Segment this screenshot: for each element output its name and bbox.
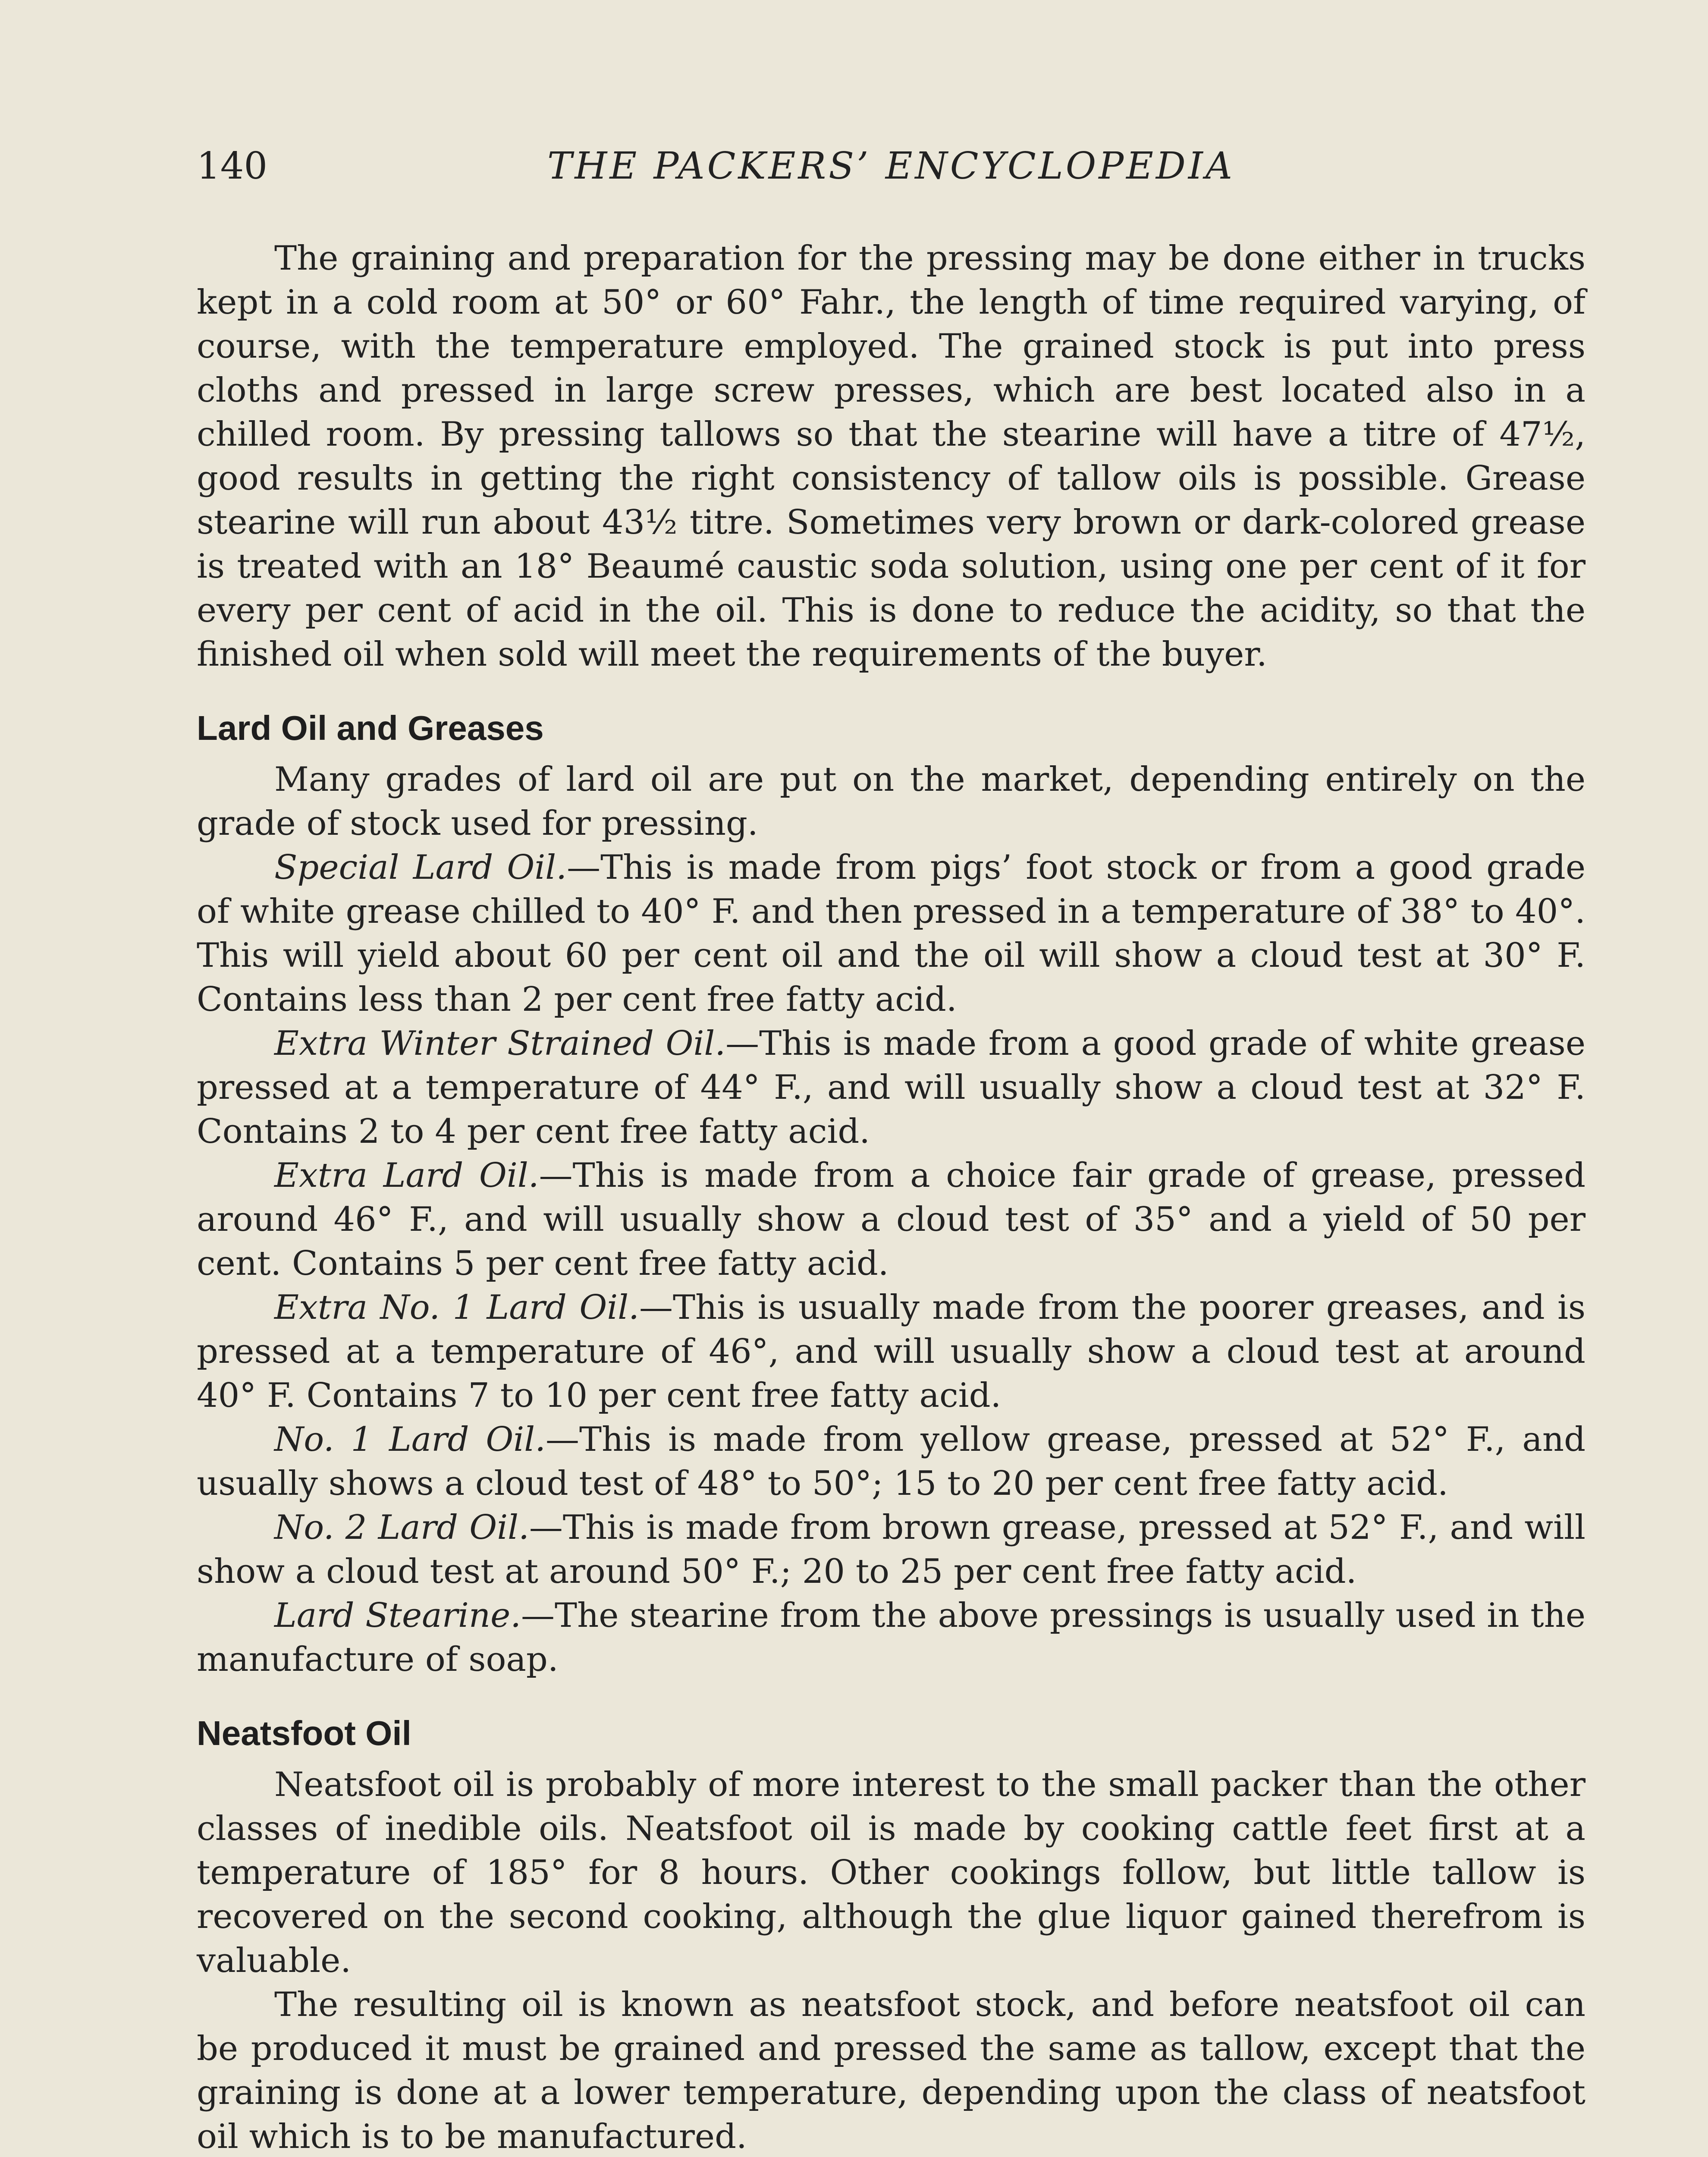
- section-heading-lard-oil: Lard Oil and Greases: [197, 709, 544, 747]
- grade-name: Extra Winter Strained Oil.: [274, 1024, 726, 1063]
- grade-paragraph-no2-lard-oil: [197, 1506, 1586, 1594]
- grade-description: —This is made from a good grade of white grease pressed at a temperature of 44° F., and will usually show a cloud test at 32° F. Contains 2 to 4 per cent free fatty acid.: [197, 1024, 1586, 1151]
- grade-description: —The stearine from the above pressings is usually used in the manufacture of soap.: [197, 1596, 1586, 1679]
- neatsfoot-paragraph: Neatsfoot oil is probably of more interest to the small packer than the other classes of inedible oils. Neatsfoot oil is made by cooking cattle feet first at a temperature of 185° for 8 hours. Other cookings follow, but little tallow is recovered on the second cooking, although the glue liquor gained therefrom is valuable.: [197, 1765, 1586, 1980]
- grade-paragraph-extra-winter-strained-oil: [197, 1022, 1586, 1154]
- grade-paragraph-extra-no1-lard-oil: [197, 1286, 1586, 1418]
- body-paragraph: The graining and preparation for the pressing may be done either in trucks kept in a cold room at 50° or 60° Fahr., the length of time required varying, of course, with the temperature employed. The grained stock is put into press cloths and pressed in large screw presses, which are best located also in a chilled room. By pressing tallows so that the stearine will have a titre of 47½, good results in getting the right consistency of tallow oils is possible. Grease stearine will run about 43½ titre. Sometimes very brown or dark-colored grease is treated with an 18° Beaumé caustic soda solution, using one per cent of it for every per cent of acid in the oil. This is done to reduce the acidity, so that the finished oil when sold will meet the requirements of the buyer.: [197, 239, 1586, 674]
- section-heading-neatsfoot-oil: Neatsfoot Oil: [197, 1714, 411, 1752]
- grade-name: No. 2 Lard Oil.: [274, 1508, 529, 1547]
- grade-name: No. 1 Lard Oil.: [274, 1420, 546, 1459]
- grade-description: —This is made from brown grease, pressed at 52° F., and will show a cloud test at around 50° F.; 20 to 25 per cent free fatty acid.: [197, 1508, 1586, 1591]
- neatsfoot-paragraph: The resulting oil is known as neatsfoot stock, and before neatsfoot oil can be produced it must be grained and pressed the same as tallow, except that the graining is done at a lower temperature, depending upon the class of neatsfoot oil which is to be manufactured.: [197, 1985, 1586, 2156]
- grade-name: Special Lard Oil.: [274, 848, 567, 887]
- grade-paragraph-lard-stearine: [197, 1594, 1586, 1682]
- page-header: [197, 138, 1586, 194]
- grade-name: Extra Lard Oil.: [274, 1156, 539, 1195]
- grade-description: —This is made from pigs’ foot stock or from a good grade of white grease chilled to 40° F. and then pressed in a temperature of 38° to 40°. This will yield about 60 per cent oil and the oil will show a cloud test at 30° F. Contains less than 2 per cent free fatty acid.: [197, 848, 1586, 1019]
- grade-description: —This is made from yellow grease, pressed at 52° F., and usually shows a cloud test of 48° to 50°; 15 to 20 per cent free fatty acid.: [197, 1420, 1586, 1503]
- lard-intro-paragraph: Many grades of lard oil are put on the market, depending entirely on the grade of stock used for pressing.: [197, 760, 1586, 843]
- grade-paragraph-extra-lard-oil: [197, 1154, 1586, 1286]
- grade-paragraph-no1-lard-oil: [197, 1418, 1586, 1506]
- grade-paragraph-special-lard-oil: [197, 846, 1586, 1022]
- running-title: THE PACKERS’ ENCYCLOPEDIA: [547, 145, 1235, 188]
- page-body: [197, 236, 1586, 2157]
- grade-description: —This is made from a choice fair grade of grease, pressed around 46° F., and will usually show a cloud test of 35° and a yield of 50 per cent. Contains 5 per cent free fatty acid.: [197, 1156, 1586, 1283]
- page-number: 140: [197, 145, 268, 188]
- grade-name: Extra No. 1 Lard Oil.: [274, 1288, 639, 1327]
- grade-description: —This is usually made from the poorer greases, and is pressed at a temperature of 46°, and will usually show a cloud test at around 40° F. Contains 7 to 10 per cent free fatty acid.: [197, 1288, 1586, 1415]
- grade-name: Lard Stearine.: [274, 1596, 521, 1635]
